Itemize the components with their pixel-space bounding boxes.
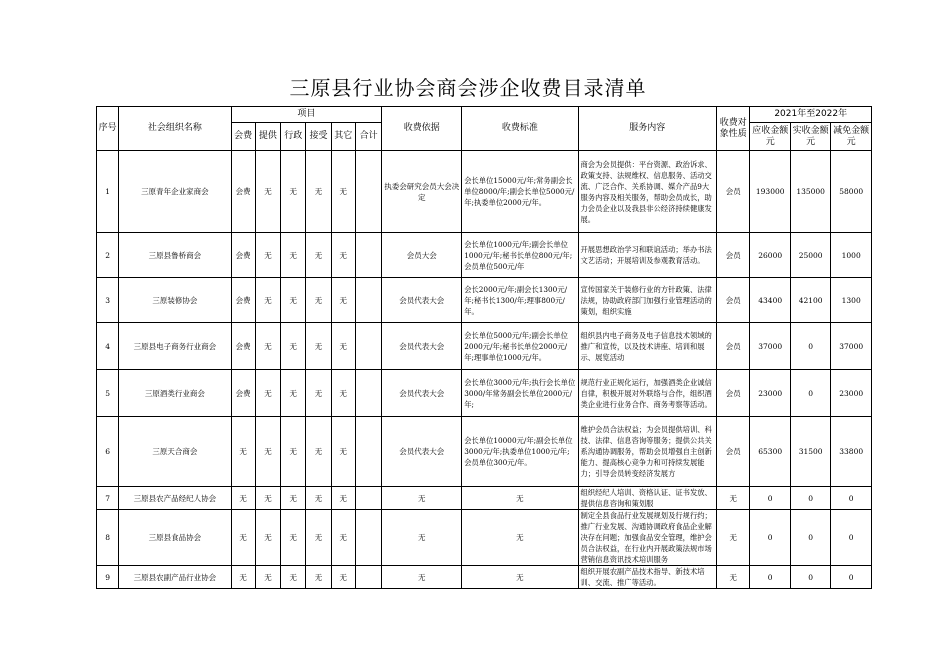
- row-service: 商会为会员提供：平台资源、政治诉求、政策支持、法规维权、信息服务、活动交流、广泛合作、关系协调、媒介产品9大服务内容及相关服务，帮助会员成长，助力会员企业以及我县非公经济持续健康发展。: [578, 151, 717, 233]
- row-item: 无: [231, 487, 255, 510]
- row-item: 无: [306, 151, 331, 233]
- row-seq: 5: [97, 370, 119, 417]
- header-waived: 减免金额元: [831, 123, 872, 151]
- row-seq: 9: [97, 566, 119, 589]
- header-org: 社会组织名称: [119, 107, 231, 151]
- row-item: 无: [331, 487, 355, 510]
- row-org: 三原青年企业家商会: [119, 151, 231, 233]
- row-seq: 1: [97, 151, 119, 233]
- row-item: 无: [331, 510, 355, 566]
- row-item: 无: [281, 510, 306, 566]
- table-row: [97, 487, 872, 510]
- row-service: 组织经纪人培训、资格认证、证书发放、提供信息咨询和策划服: [578, 487, 717, 510]
- row-item: 会费: [231, 278, 255, 323]
- row-receivable: 193000: [750, 151, 790, 233]
- row-receivable: 0: [750, 566, 790, 589]
- row-org: 三原天合商会: [119, 417, 231, 487]
- row-item: 会费: [231, 323, 255, 370]
- row-waived: 1000: [831, 233, 872, 278]
- row-org: 三原县农产品经纪人协会: [119, 487, 231, 510]
- row-target: 无: [717, 566, 750, 589]
- table-row: [97, 370, 872, 417]
- row-item: 无: [231, 510, 255, 566]
- row-target: 会员: [717, 233, 750, 278]
- row-org: 三原县食品协会: [119, 510, 231, 566]
- row-waived: 37000: [831, 323, 872, 370]
- row-basis: 会员代表大会: [382, 370, 462, 417]
- header-standard: 收费标准: [462, 107, 578, 151]
- row-item: 无: [306, 233, 331, 278]
- row-item: 无: [331, 417, 355, 487]
- row-service: 开展思想政治学习和联谊活动；举办书法文艺活动；开展培训及参观教育活动。: [578, 233, 717, 278]
- header-receivable: 应收金额元: [750, 123, 790, 151]
- row-service: 制定全县食品行业发展规划及行规行约；推广行业发展、沟通协调政府食品企业解决存在问题；加强食品安全管理，维护会员合法权益，在行业内开展政策法规市场营销信息资讯技术培训服务: [578, 510, 717, 566]
- row-item: 无: [331, 566, 355, 589]
- row-item: 无: [281, 233, 306, 278]
- header-received: 实收金额元: [790, 123, 830, 151]
- row-target: 会员: [717, 417, 750, 487]
- row-receivable: 26000: [750, 233, 790, 278]
- header-period: 2021年至2022年: [750, 107, 872, 123]
- row-item: 无: [331, 370, 355, 417]
- row-basis: 无: [382, 487, 462, 510]
- row-received: 135000: [790, 151, 830, 233]
- row-item: 无: [331, 233, 355, 278]
- row-target: 会员: [717, 151, 750, 233]
- row-item: 无: [281, 278, 306, 323]
- row-item: 无: [255, 417, 280, 487]
- row-item: 无: [331, 278, 355, 323]
- row-item: 无: [281, 370, 306, 417]
- table-row: [97, 323, 872, 370]
- row-received: 0: [790, 370, 830, 417]
- row-seq: 7: [97, 487, 119, 510]
- row-item: 无: [281, 151, 306, 233]
- row-total: [355, 487, 381, 510]
- row-received: 31500: [790, 417, 830, 487]
- row-item: 无: [306, 323, 331, 370]
- row-standard: 会长单位3000元/年;执行会长单位3000/年常务副会长单位2000元/年;: [462, 370, 578, 417]
- row-received: 42100: [790, 278, 830, 323]
- row-receivable: 37000: [750, 323, 790, 370]
- row-item: 无: [306, 487, 331, 510]
- row-service: 组织开展农副产品技术指导、新技术培训、交流、推广等活动。: [578, 566, 717, 589]
- fee-table: [96, 106, 872, 589]
- row-target: 会员: [717, 278, 750, 323]
- row-basis: 会员代表大会: [382, 417, 462, 487]
- header-item-provide: 提供: [255, 123, 280, 151]
- row-service: 规范行业正规化运行，加强酒类企业诚信自律，积极开展对外联络与合作，组织酒类企业进行业务合作、商务考察等活动。: [578, 370, 717, 417]
- row-item: 无: [281, 417, 306, 487]
- row-item: 无: [306, 417, 331, 487]
- row-total: [355, 151, 381, 233]
- table-row: [97, 566, 872, 589]
- header-seq: 序号: [97, 107, 119, 151]
- row-standard: 会长2000元/年;副会长1300元/年;秘书长1300/年;理事800元/年。: [462, 278, 578, 323]
- row-waived: 58000: [831, 151, 872, 233]
- header-item-accept: 接受: [306, 123, 331, 151]
- row-basis: 会员大会: [382, 233, 462, 278]
- row-target: 会员: [717, 323, 750, 370]
- row-waived: 0: [831, 566, 872, 589]
- row-org: 三原县农副产品行业协会: [119, 566, 231, 589]
- row-org: 三原县电子商务行业商会: [119, 323, 231, 370]
- row-received: 0: [790, 510, 830, 566]
- row-item: 会费: [231, 370, 255, 417]
- row-receivable: 23000: [750, 370, 790, 417]
- header-total: 合计: [355, 123, 381, 151]
- row-item: 无: [331, 151, 355, 233]
- row-total: [355, 510, 381, 566]
- row-waived: 23000: [831, 370, 872, 417]
- row-item: 无: [306, 566, 331, 589]
- row-item: 无: [231, 417, 255, 487]
- row-item: 无: [255, 233, 280, 278]
- header-item-other: 其它: [331, 123, 355, 151]
- row-received: 25000: [790, 233, 830, 278]
- header-items: 项目: [231, 107, 382, 123]
- table-row: [97, 278, 872, 323]
- row-standard: 无: [462, 510, 578, 566]
- row-service: 维护会员合法权益；为会员提供培训、科技、法律、信息咨询等服务；提供公共关系沟通协调服务，帮助会员增强自主创新能力、提高核心竞争力和可持续发展能力；引导会员转变经济发展方: [578, 417, 717, 487]
- row-seq: 8: [97, 510, 119, 566]
- table-row: [97, 151, 872, 233]
- header-item-admin: 行政: [281, 123, 306, 151]
- row-received: 0: [790, 323, 830, 370]
- row-org: 三原县鲁桥商会: [119, 233, 231, 278]
- row-item: 无: [255, 510, 280, 566]
- row-item: 无: [281, 487, 306, 510]
- row-total: [355, 233, 381, 278]
- row-waived: 1300: [831, 278, 872, 323]
- row-target: 无: [717, 487, 750, 510]
- row-basis: 会员代表大会: [382, 278, 462, 323]
- row-total: [355, 566, 381, 589]
- row-standard: 会长单位5000元/年;副会长单位2000元/年;秘书长单位2000元/年;理事单位1000元/年。: [462, 323, 578, 370]
- row-item: 无: [306, 370, 331, 417]
- row-standard: 无: [462, 566, 578, 589]
- table-row: [97, 417, 872, 487]
- page-title: 三原县行业协会商会涉企收费目录清单: [289, 76, 647, 100]
- row-waived: 0: [831, 487, 872, 510]
- table-row: [97, 510, 872, 566]
- row-total: [355, 323, 381, 370]
- row-item: 无: [331, 323, 355, 370]
- row-item: 无: [306, 278, 331, 323]
- row-service: 组织县内电子商务及电子信息技术领域的推广和宣传，以及技术讲座、培训和展示、展览活动: [578, 323, 717, 370]
- row-waived: 0: [831, 510, 872, 566]
- row-receivable: 0: [750, 510, 790, 566]
- row-item: 无: [255, 278, 280, 323]
- row-item: 无: [231, 566, 255, 589]
- row-item: 无: [255, 566, 280, 589]
- row-item: 无: [281, 566, 306, 589]
- row-org: 三原装修协会: [119, 278, 231, 323]
- row-item: 无: [281, 323, 306, 370]
- row-standard: 无: [462, 487, 578, 510]
- row-seq: 4: [97, 323, 119, 370]
- row-item: 会费: [231, 233, 255, 278]
- header-target: 收费对象性质: [717, 107, 750, 151]
- row-seq: 2: [97, 233, 119, 278]
- row-total: [355, 278, 381, 323]
- row-org: 三原酒类行业商会: [119, 370, 231, 417]
- row-target: 会员: [717, 370, 750, 417]
- row-standard: 会长单位10000元/年;副会长单位3000元/年;执委单位1000元/年;会员单位300元/年。: [462, 417, 578, 487]
- row-item: 无: [255, 323, 280, 370]
- row-service: 宣传国家关于装修行业的方针政策、法律法规，协助政府部门加强行业管理活动的策划，组织实施: [578, 278, 717, 323]
- row-receivable: 43400: [750, 278, 790, 323]
- row-item: 无: [306, 510, 331, 566]
- row-item: 无: [255, 151, 280, 233]
- row-waived: 33800: [831, 417, 872, 487]
- row-seq: 3: [97, 278, 119, 323]
- row-standard: 会长单位1000元/年;副会长单位1000元/年;秘书长单位800元/年;会员单位500元/年: [462, 233, 578, 278]
- header-basis: 收费依据: [382, 107, 462, 151]
- row-basis: 无: [382, 566, 462, 589]
- row-received: 0: [790, 566, 830, 589]
- row-target: 无: [717, 510, 750, 566]
- header-service: 服务内容: [578, 107, 717, 151]
- row-receivable: 65300: [750, 417, 790, 487]
- row-total: [355, 417, 381, 487]
- row-receivable: 0: [750, 487, 790, 510]
- row-basis: 无: [382, 510, 462, 566]
- row-received: 0: [790, 487, 830, 510]
- row-standard: 会长单位15000元/年;常务副会长单位8000/年;副会长单位5000元/年;执委单位2000元/年。: [462, 151, 578, 233]
- row-total: [355, 370, 381, 417]
- row-basis: 会员代表大会: [382, 323, 462, 370]
- row-seq: 6: [97, 417, 119, 487]
- row-basis: 执委会研究会员大会决定: [382, 151, 462, 233]
- row-item: 无: [255, 370, 280, 417]
- row-item: 会费: [231, 151, 255, 233]
- header-item-fee: 会费: [231, 123, 255, 151]
- row-item: 无: [255, 487, 280, 510]
- table-row: [97, 233, 872, 278]
